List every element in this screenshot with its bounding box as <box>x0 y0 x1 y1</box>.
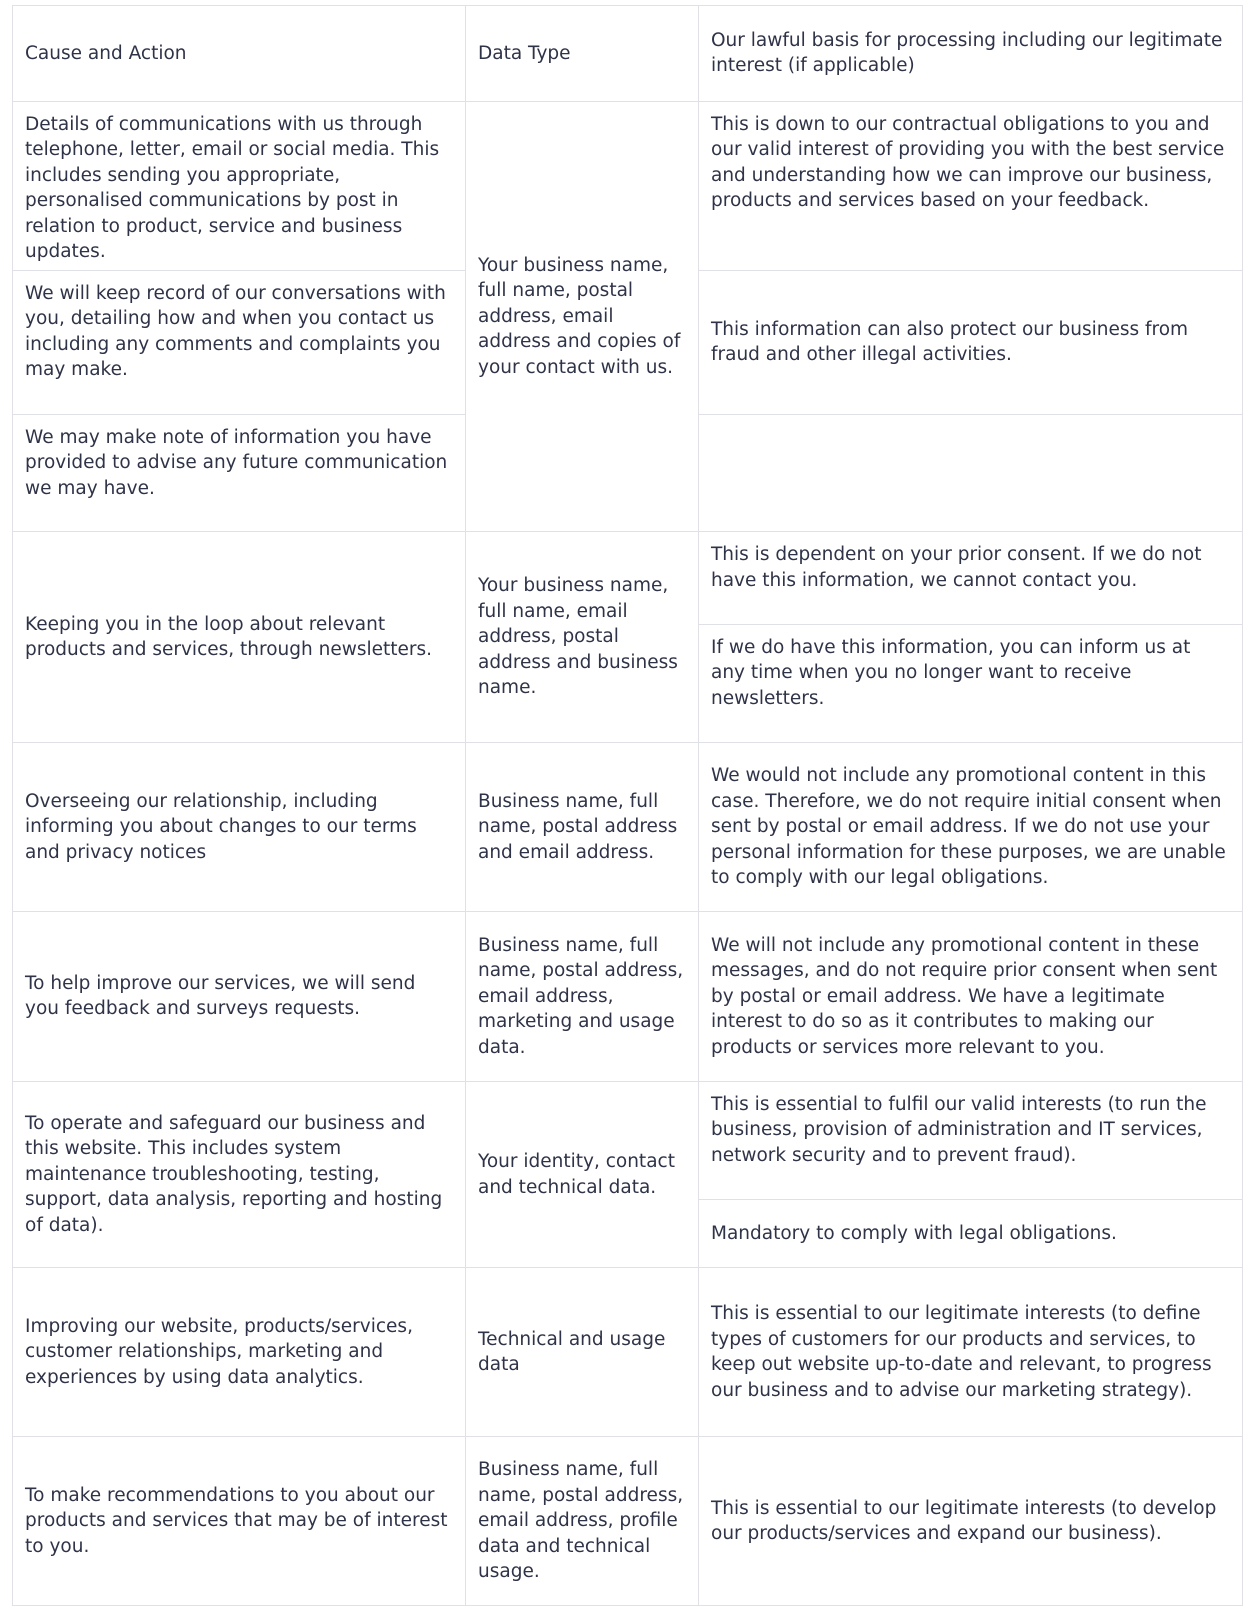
basis-cell: Mandatory to comply with legal obligations. <box>699 1200 1243 1268</box>
table-row <box>13 911 1243 1081</box>
table-row <box>13 1081 1243 1199</box>
data-type-cell: Technical and usage data <box>466 1268 699 1437</box>
header-cause: Cause and Action <box>13 6 466 102</box>
basis-cell: We will not include any promotional content in these messages, and do not require prior consent when sent by postal or email address. We have a legitimate interest to do so as it contributes to making our products or services more relevant to you. <box>699 911 1243 1081</box>
data-type-cell: Your business name, full name, email address, postal address and business name. <box>466 532 699 743</box>
table-row <box>13 532 1243 625</box>
data-processing-table <box>12 5 1243 1606</box>
basis-cell: This is essential to fulfil our valid interests (to run the business, provision of administration and IT services, network security and to prevent fraud). <box>699 1081 1243 1199</box>
cause-cell: We may make note of information you have provided to advise any future communication we may have. <box>13 414 466 531</box>
data-type-cell: Business name, full name, postal address, email address, marketing and usage data. <box>466 911 699 1081</box>
cause-cell: To make recommendations to you about our products and services that may be of interest to you. <box>13 1437 466 1606</box>
cause-cell: Details of communications with us through telephone, letter, email or social media. This includes sending you appropriate, personalised communications by post in relation to product, service and business updates. <box>13 101 466 270</box>
basis-cell: This information can also protect our business from fraud and other illegal activities. <box>699 270 1243 414</box>
header-data-type: Data Type <box>466 6 699 102</box>
basis-cell: This is down to our contractual obligations to you and our valid interest of providing you with the best service and understanding how we can improve our business, products and services based on your feedback. <box>699 101 1243 270</box>
cause-cell: Keeping you in the loop about relevant products and services, through newsletters. <box>13 532 466 743</box>
cause-cell: Improving our website, products/services, customer relationships, marketing and experiences by using data analytics. <box>13 1268 466 1437</box>
cause-cell: Overseeing our relationship, including informing you about changes to our terms and privacy notices <box>13 743 466 912</box>
basis-cell: If we do have this information, you can inform us at any time when you no longer want to receive newsletters. <box>699 624 1243 742</box>
data-type-cell: Your identity, contact and technical data. <box>466 1081 699 1267</box>
table-row <box>13 1268 1243 1437</box>
table-row <box>13 743 1243 912</box>
basis-cell: This is essential to our legitimate interests (to develop our products/services and expand our business). <box>699 1437 1243 1606</box>
table-header-row <box>13 6 1243 102</box>
basis-cell <box>699 414 1243 531</box>
cause-cell: To help improve our services, we will send you feedback and surveys requests. <box>13 911 466 1081</box>
basis-cell: This is essential to our legitimate interests (to define types of customers for our products and services, to keep out website up-to-date and relevant, to progress our business and to advise our marketing strategy). <box>699 1268 1243 1437</box>
cause-cell: We will keep record of our conversations with you, detailing how and when you contact us including any comments and complaints you may make. <box>13 270 466 414</box>
table-row <box>13 1437 1243 1606</box>
basis-cell: We would not include any promotional content in this case. Therefore, we do not require initial consent when sent by postal or email address. If we do not use your personal information for these purposes, we are unable to comply with our legal obligations. <box>699 743 1243 912</box>
header-lawful-basis: Our lawful basis for processing including our legitimate interest (if applicable) <box>699 6 1243 102</box>
data-type-cell: Your business name, full name, postal address, email address and copies of your contact with us. <box>466 101 699 531</box>
basis-cell: This is dependent on your prior consent. If we do not have this information, we cannot contact you. <box>699 532 1243 625</box>
data-type-cell: Business name, full name, postal address, email address, profile data and technical usage. <box>466 1437 699 1606</box>
cause-cell: To operate and safeguard our business and this website. This includes system maintenance troubleshooting, testing, support, data analysis, reporting and hosting of data). <box>13 1081 466 1267</box>
data-type-cell: Business name, full name, postal address and email address. <box>466 743 699 912</box>
table-row <box>13 101 1243 270</box>
